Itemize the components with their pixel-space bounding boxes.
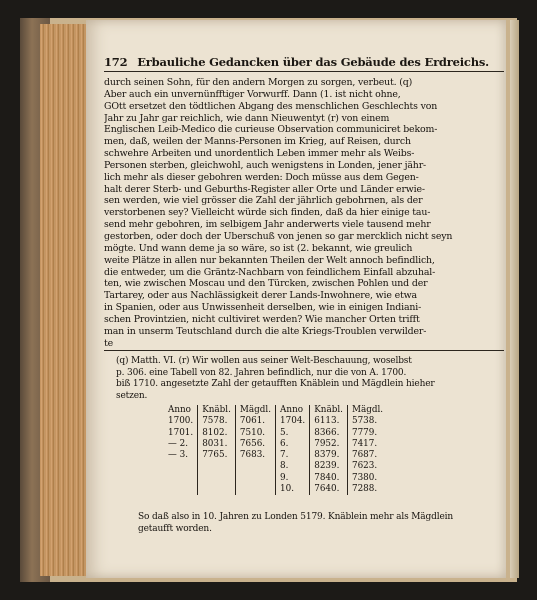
text-line: die entweder, um die Gräntz-Nachbarn von feindlichem Einfall abzuhal- [104,266,436,278]
table-cell: 1700. [168,416,194,427]
table-row [164,439,387,450]
text-line: schen Provintzien, nicht cultiviret werden? Wie mancher Orten trifft [104,313,420,325]
text-line: send mehr gebohren, im selbigem Jahr anderwerts viele tausend mehr [104,219,431,231]
text-line: te [104,337,114,349]
table-cell [164,473,198,484]
table-header-cell: Anno [168,405,191,415]
text-line: GOtt ersetzet den tödtlichen Abgang des menschlichen Geschlechts von [104,100,438,112]
text-line: sen werden, wie viel grösser die Zahl der jährlich gebohrnen, als der [104,195,423,207]
table-cell [235,484,275,495]
table-row [164,473,387,484]
closing-note [138,512,498,535]
table-cell: 7640. [310,484,348,495]
table-header-row [164,405,387,416]
text-line: Aber auch ein unvernünfftiger Vorwurff. Dann (1. ist nicht ohne, [104,88,401,100]
table-row [164,416,387,427]
text-line: mögte. Und wann deme ja so wäre, so ist (2. bekannt, wie greulich [104,242,413,254]
table-cell: 7779. [347,428,387,439]
table-cell: 7578. [198,416,236,427]
table-header-cell: Knäbl. [198,405,236,416]
table-cell: 8379. [310,450,348,461]
text-line: halt derer Sterb- und Geburths-Register aller Orte und Länder erwie- [104,183,425,195]
table-cell: 8366. [310,428,348,439]
table-cell: 7656. [235,439,275,450]
table-header-cell: Knäbl. [310,405,348,416]
text-line: men, daß, weilen der Manns-Personen im Krieg, auf Reisen, durch [104,136,411,148]
running-title: Erbauliche Gedancken über das Gebäude des Erdreichs. [137,55,489,69]
page-edges [40,24,87,576]
text-line: gestorben, oder doch der Uberschuß von jenen so gar mercklich nicht seyn [104,230,453,242]
table-cell: 10. [276,484,310,495]
closing-line: getaufft worden. [138,523,212,534]
table-cell: 7061. [235,416,275,427]
body-text [104,77,506,349]
table-cell [198,484,236,495]
text-line: durch seinen Sohn, für den andern Morgen zu sorgen, verbeut. (q) [104,77,413,88]
table-cell: 7765. [198,450,236,461]
table-cell: 8239. [310,461,348,472]
table-row [164,484,387,495]
table-cell [235,461,275,472]
baptism-table [164,405,387,495]
page-number: 172 [104,55,128,69]
table-cell: 7840. [310,473,348,484]
table-cell: — 3. [168,450,188,461]
table-cell: 8102. [198,428,236,439]
table-cell: 6. [276,439,310,450]
table-cell: 8. [276,461,310,472]
text-line: Jahr zu Jahr gar reichlich, wie dann Nieuwentyt (r) von einem [104,112,390,124]
book-page [86,20,506,578]
table-cell: 7380. [347,473,387,484]
footnotes [116,356,496,402]
text-line: Personen sterben, gleichwohl, auch wenigstens in Londen, jener jähr- [104,159,427,171]
table-cell: 7623. [347,461,387,472]
table-cell: 7683. [235,450,275,461]
text-line: Englischen Leib-Medico die curieuse Observation communiciret bekom- [104,124,438,136]
text-line: ten, wie zwischen Moscau und den Türcken, zwischen Pohlen und der [104,278,428,290]
footnote-rule [104,350,504,351]
table-cell: 7952. [310,439,348,450]
table-row [164,428,387,439]
facing-page-edge [510,20,519,578]
table-header-cell: Anno [276,405,310,416]
table-cell [164,484,198,495]
text-line: Tartarey, oder aus Nachlässigkeit derer Lands-Inwohnere, wie etwa [104,290,417,302]
table-cell: 9. [276,473,310,484]
table-cell: 6113. [310,416,348,427]
table-cell: 7417. [347,439,387,450]
table-header-cell: Mägdl. [347,405,387,416]
footnote-line: biß 1710. angesetzte Zahl der getaufften Knäblein und Mägdlein hieher [116,379,435,390]
text-line: man in unserm Teutschland durch die alte Kriegs-Troublen verwilder- [104,325,427,337]
table-cell: 5. [276,428,310,439]
table-cell [164,461,198,472]
text-line: verstorbenen sey? Vielleicht würde sich finden, daß da hier einige tau- [104,207,431,219]
table-cell: 5738. [347,416,387,427]
table-cell: 7. [276,450,310,461]
footnote-line: (q) Matth. VI. (r) Wir wollen aus seiner Welt-Beschauung, woselbst [116,356,412,366]
text-line: schwehre Arbeiten und unordentlich Leben immer mehr als Weibs- [104,148,415,160]
table-cell: 7687. [347,450,387,461]
table-cell [198,473,236,484]
table-cell: 1701. [168,427,194,438]
table-header-cell: Mägdl. [235,405,275,416]
table-cell: 7510. [235,428,275,439]
closing-line: So daß also in 10. Jahren zu Londen 5179. Knäblein mehr als Mägdlein [138,512,454,522]
footnote-line: setzen. [116,390,148,401]
table-cell [235,473,275,484]
header-rule [104,71,504,72]
table-cell [198,461,236,472]
table-cell: 7288. [347,484,387,495]
footnote-line: p. 306. eine Tabell von 82. Jahren befindlich, nur die von A. 1700. [116,367,407,378]
text-line: weite Plätze in allen nur bekannten Theilen der Welt annoch befindlich, [104,254,435,266]
table-cell: — 2. [168,438,188,449]
table-row [164,450,387,461]
table-cell: 1704. [276,416,310,427]
table-row [164,461,387,472]
text-line: lich mehr als dieser gebohren werden: Doch müsse aus dem Gegen- [104,171,419,183]
page-header [104,55,504,69]
text-line: in Spanien, oder aus Unwissenheit derselben, wie in einigen Indiani- [104,302,422,314]
table-cell: 8031. [198,439,236,450]
